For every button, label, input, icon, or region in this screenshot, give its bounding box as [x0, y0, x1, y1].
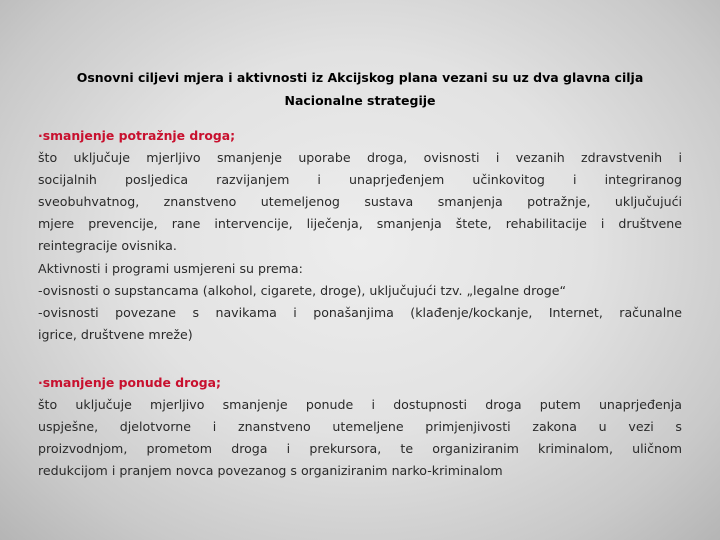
paragraph-line: što uključuje mjerljivo smanjenje uporabe droga, ovisnosti i vezanih zdravstvenih i	[38, 150, 682, 166]
paragraph-line: sveobuhvatnog, znanstveno utemeljenog sustava smanjenja potražnje, uključujući	[38, 194, 682, 210]
paragraph-line: reintegracije ovisnika.	[38, 238, 177, 254]
list-item-continuation: igrice, društvene mreže)	[38, 326, 193, 342]
section-heading-supply: ·smanjenje ponude droga;	[38, 375, 221, 390]
paragraph-line: redukcijom i pranjem novca povezanog s organiziranim narko-kriminalom	[38, 463, 503, 479]
section-demand-reduction	[38, 125, 682, 346]
slide-title	[40, 66, 680, 112]
slide-title-line-1: Osnovni ciljevi mjera i aktivnosti iz Akcijskog plana vezani su uz dva glavna cilja	[76, 70, 644, 85]
paragraph-line: što uključuje mjerljivo smanjenje ponude i dostupnosti droga putem unaprjeđenja	[38, 397, 682, 413]
list-item: -ovisnosti o supstancama (alkohol, cigarete, droge), uključujući tzv. „legalne droge“	[38, 282, 567, 298]
paragraph-line: socijalnih posljedica razvijanjem i unaprjeđenjem učinkovitog i integriranog	[38, 172, 682, 188]
list-item: -ovisnosti povezane s navikama i ponašanjima (klađenje/kockanje, Internet, računalne	[38, 304, 682, 320]
paragraph-line: proizvodnjom, prometom droga i prekursora, te organiziranim kriminalom, uličnom	[38, 441, 682, 457]
slide-title-line-2: Nacionalne strategije	[284, 93, 436, 108]
paragraph-line: Aktivnosti i programi usmjereni su prema:	[38, 260, 303, 276]
section-supply-reduction	[38, 372, 682, 482]
paragraph-line: mjere prevencije, rane intervencije, liječenja, smanjenja štete, rehabilitacije i društvene	[38, 216, 682, 232]
section-heading-demand: ·smanjenje potražnje droga;	[38, 128, 236, 143]
paragraph-line: uspješne, djelotvorne i znanstveno utemeljene primjenjivosti zakona u vezi s	[38, 419, 682, 435]
